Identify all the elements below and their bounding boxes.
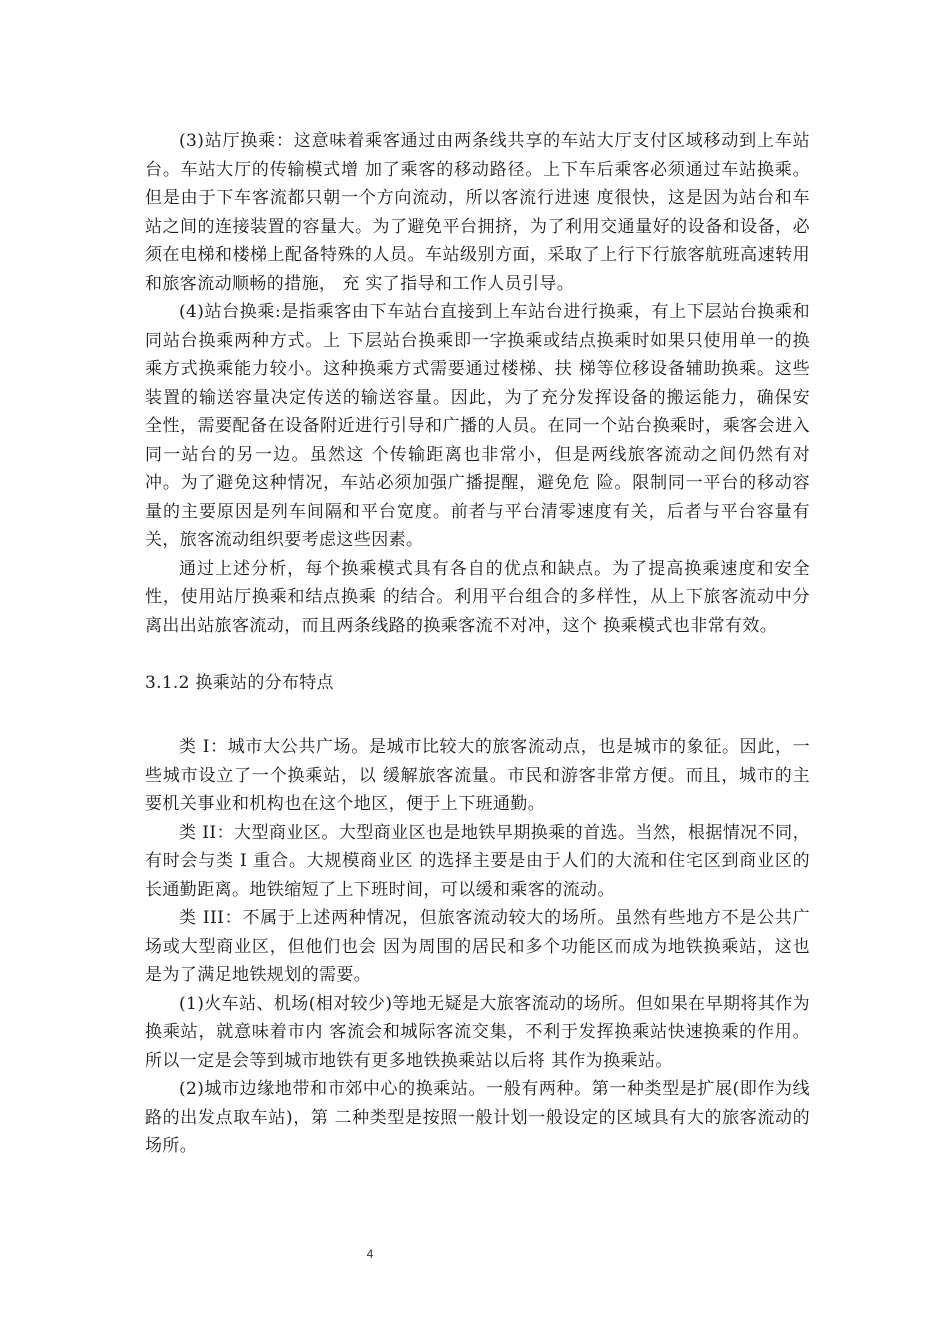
- section-distribution: [145, 733, 810, 1161]
- paragraph-type-2: 类 II：大型商业区。大型商业区也是地铁早期换乘的首选。当然，根据情况不同，有时会与类 I 重合。大规模商业区 的选择主要是由于人们的大流和住宅区到商业区的长通勤距离。地铁缩短了上下班时间，可以缓和乘客的流动。: [145, 822, 810, 900]
- paragraph-type-3: 类 III：不属于上述两种情况，但旅客流动较大的场所。虽然有些地方不是公共广场或大型商业区，但他们也会 因为周围的居民和多个功能区而成为地铁换乘站，这也是为了满足地铁规划的需要。: [145, 908, 810, 985]
- section-heading: 3.1.2 换乘站的分布特点: [145, 673, 334, 693]
- paragraph-hall-transfer: (3)站厅换乘：这意味着乘客通过由两条线共享的车站大厅支付区域移动到上车站台。车站大厅的传输模式增 加了乘客的移动路径。上下车后乘客必须通过车站换乘。但是由于下车客流都只朝一个方向流动，所以客流行进速 度很快，这是因为站台和车站之间的连接装置的容量大。为了避免平台拥挤，为了利用交通量好的设备和设备，必 须在电梯和楼梯上配备特殊的人员。车站级别方面，采取了上行下行旅客航班高速转用和旅客流动顺畅的措施， 充 实了指导和工作人员引导。: [145, 131, 810, 294]
- paragraph-platform-transfer: (4)站台换乘:是指乘客由下车站台直接到上车站台进行换乘，有上下层站台换乘和同站台换乘两种方式。上 下层站台换乘即一字换乘或结点换乘时如果只使用单一的换乘方式换乘能力较小。这种换乘方式需要通过楼梯、扶 梯等位移设备辅助换乘。这些装置的输送容量决定传送的输送容量。因此，为了充分发挥设备的搬运能力，确保安 全性，需要配备在设备附近进行引导和广播的人员。在同一个站台换乘时，乘客会进入同一站台的另一边。虽然这 个传输距离也非常小，但是两线旅客流动之间仍然有对冲。为了避免这种情况，车站必须加强广播提醒，避免危 险。限制同一平台的移动容量的主要原因是列车间隔和平台宽度。前者与平台清零速度有关，后者与平台容量有 关，旅客流动组织要考虑这些因素。: [145, 302, 810, 550]
- paragraph-railway-airport: (1)火车站、机场(相对较少)等地无疑是大旅客流动的场所。但如果在早期将其作为换乘站，就意味着市内 客流会和城际客流交集，不利于发挥换乘站快速换乘的作用。所以一定是会等到城市地铁有更多地铁换乘站以后将 其作为换乘站。: [145, 993, 810, 1071]
- paragraph-analysis-summary: 通过上述分析，每个换乘模式具有各自的优点和缺点。为了提高换乘速度和安全性，使用站厅换乘和结点换乘 的结合。利用平台组合的多样性，从上下旅客流动中分离出出站旅客流动，而且两条线路的换乘客流不对冲，这个 换乘模式也非常有效。: [145, 558, 810, 636]
- section-transfer-modes: [145, 127, 810, 640]
- page-number: 4: [366, 1247, 374, 1261]
- paragraph-type-1: 类 I：城市大公共广场。是城市比较大的旅客流动点，也是城市的象征。因此，一些城市设立了一个换乘站，以 缓解旅客流量。市民和游客非常方便。而且，城市的主要机关事业和机构也在这个地区，便于上下班通勤。: [145, 737, 810, 814]
- paragraph-suburban-hubs: (2)城市边缘地带和市郊中心的换乘站。一般有两种。第一种类型是扩展(即作为线路的出发点取车站)，第 二种类型是按照一般计划一般设定的区域具有大的旅客流动的场所。: [145, 1079, 810, 1156]
